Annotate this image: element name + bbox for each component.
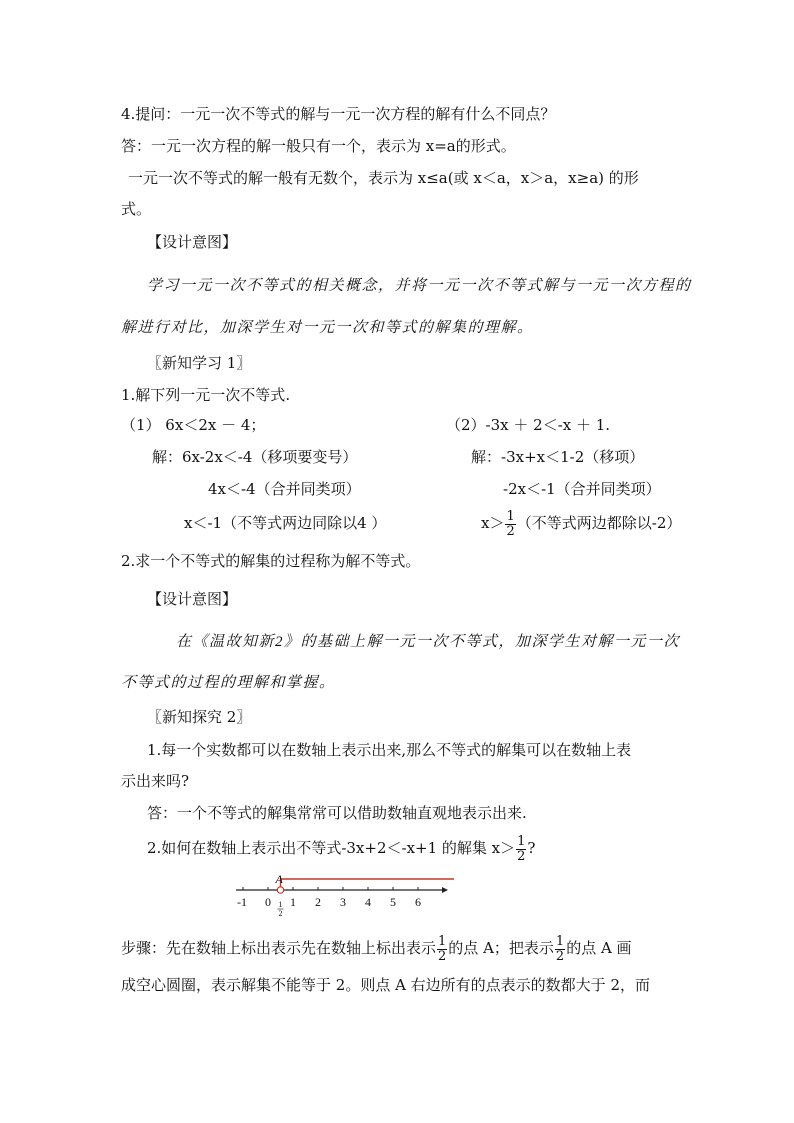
explore-2-question-1-line-1: 1.每一个实数都可以在数轴上表示出来,那么不等式的解集可以在数轴上表 [147, 741, 632, 759]
fraction-denominator: 2 [438, 948, 447, 964]
problem-2-step-2: -2x＜-1（合并同类项） [503, 480, 661, 498]
fraction-numerator: 1 [517, 833, 526, 849]
design-intent-heading-2: 【设计意图】 [147, 590, 238, 608]
fraction-one-half [555, 935, 565, 964]
study-1-task: 1.解下列一元一次不等式. [121, 386, 291, 404]
number-line-tick-labels [237, 895, 421, 909]
problem-2-step-3 [481, 505, 681, 541]
steps-line-2: 成空心圆圈，表示解集不能等于 2。则点 A 右边所有的点表示的数都大于 2，而 [121, 976, 650, 994]
fraction-numerator: 1 [506, 508, 515, 524]
half-label-numerator: 1 [278, 900, 283, 909]
fraction-one-half [516, 835, 526, 864]
problem-1-label: （1） 6x＜2x － 4； [121, 416, 266, 434]
fraction-numerator: 1 [438, 933, 447, 949]
tick-label: 1 [290, 895, 296, 909]
fraction-numerator: 1 [555, 933, 565, 949]
design-intent-1-line-1: 学习一元一次不等式的相关概念，并将一元一次不等式解与一元一次方程的 [147, 278, 692, 294]
answer-line-1: 答：一元一次方程的解一般只有一个，表示为 x=a的形式。 [121, 137, 516, 155]
problem-2-step-3-prefix: x＞ [481, 514, 505, 532]
fraction-denominator: 2 [555, 948, 565, 964]
problem-2-label: （2）-3x ＋ 2＜-x ＋ 1. [446, 416, 611, 434]
fraction-one-half [505, 510, 515, 539]
steps-line-1-part-c: 的点 A 画 [566, 939, 632, 957]
explore-2-question-2 [147, 830, 535, 866]
problem-2-step-1: 解：-3x+x＜1-2（移项） [471, 448, 645, 466]
problem-1-step-2: 4x＜-4（合并同类项） [208, 480, 361, 498]
steps-line-1-part-a: 步骤：先在数轴上标出表示先在数轴上标出表示 [121, 939, 437, 957]
problem-1-step-3: x＜-1（不等式两边同除以4 ） [184, 514, 387, 532]
tick-label: 3 [340, 895, 346, 909]
explore-2-question-2-text: 2.如何在数轴上表示出不等式-3x+2＜-x+1 的解集 x＞ [147, 839, 516, 857]
question-4: 4.提问：一元一次不等式的解与一元一次方程的解有什么不同点？ [121, 105, 556, 123]
steps-line-1 [121, 930, 632, 966]
tick-label: 4 [365, 895, 371, 909]
answer-line-2: 一元一次不等式的解一般有无数个，表示为 x≤a(或 x＜a，x＞a，x≥a) 的形 [128, 169, 639, 187]
solution-ray [281, 879, 455, 890]
explore-2-heading: 〖新知探究 2〗 [147, 708, 252, 726]
fraction-denominator: 2 [506, 523, 515, 539]
fraction-denominator: 2 [517, 848, 526, 864]
design-intent-2-line-1: 在《温故知新2》的基础上解一元一次不等式，加深学生对解一元一次 [176, 634, 681, 650]
steps-line-1-part-b: 的点 A；把表示 [448, 939, 554, 957]
definition-solving-inequality: 2.求一个不等式的解集的过程称为解不等式。 [121, 552, 421, 570]
open-circle-point-a [277, 887, 283, 893]
number-line-arrow-icon [442, 887, 448, 893]
design-intent-heading-1: 【设计意图】 [147, 233, 238, 251]
study-1-heading: 〖新知学习 1〗 [147, 354, 252, 372]
problem-1-step-1: 解：6x-2x＜-4（移项要变号） [152, 448, 358, 466]
design-intent-1-line-2: 解进行对比，加深学生对一元一次和等式的解集的理解。 [121, 320, 534, 336]
problem-2-step-3-suffix: （不等式两边都除以-2） [516, 514, 682, 532]
explore-2-question-2-mark: ? [527, 839, 536, 857]
tick-label: 5 [390, 895, 396, 909]
point-a-label: A [275, 872, 283, 886]
answer-line-3: 式。 [121, 200, 152, 218]
explore-2-answer-1: 答：一个不等式的解集常常可以借助数轴直观地表示出来. [147, 804, 527, 822]
fraction-one-half [437, 935, 447, 964]
number-line-figure [234, 868, 454, 924]
number-line-svg [234, 868, 454, 920]
half-label-denominator: 2 [278, 909, 283, 918]
design-intent-2-line-2: 不等式的过程的理解和掌握。 [121, 675, 336, 691]
tick-label: 0 [265, 895, 271, 909]
tick-label: -1 [237, 895, 247, 909]
explore-2-question-1-line-2: 示出来吗? [121, 772, 190, 790]
tick-label: 6 [415, 895, 421, 909]
tick-label: 2 [315, 895, 321, 909]
